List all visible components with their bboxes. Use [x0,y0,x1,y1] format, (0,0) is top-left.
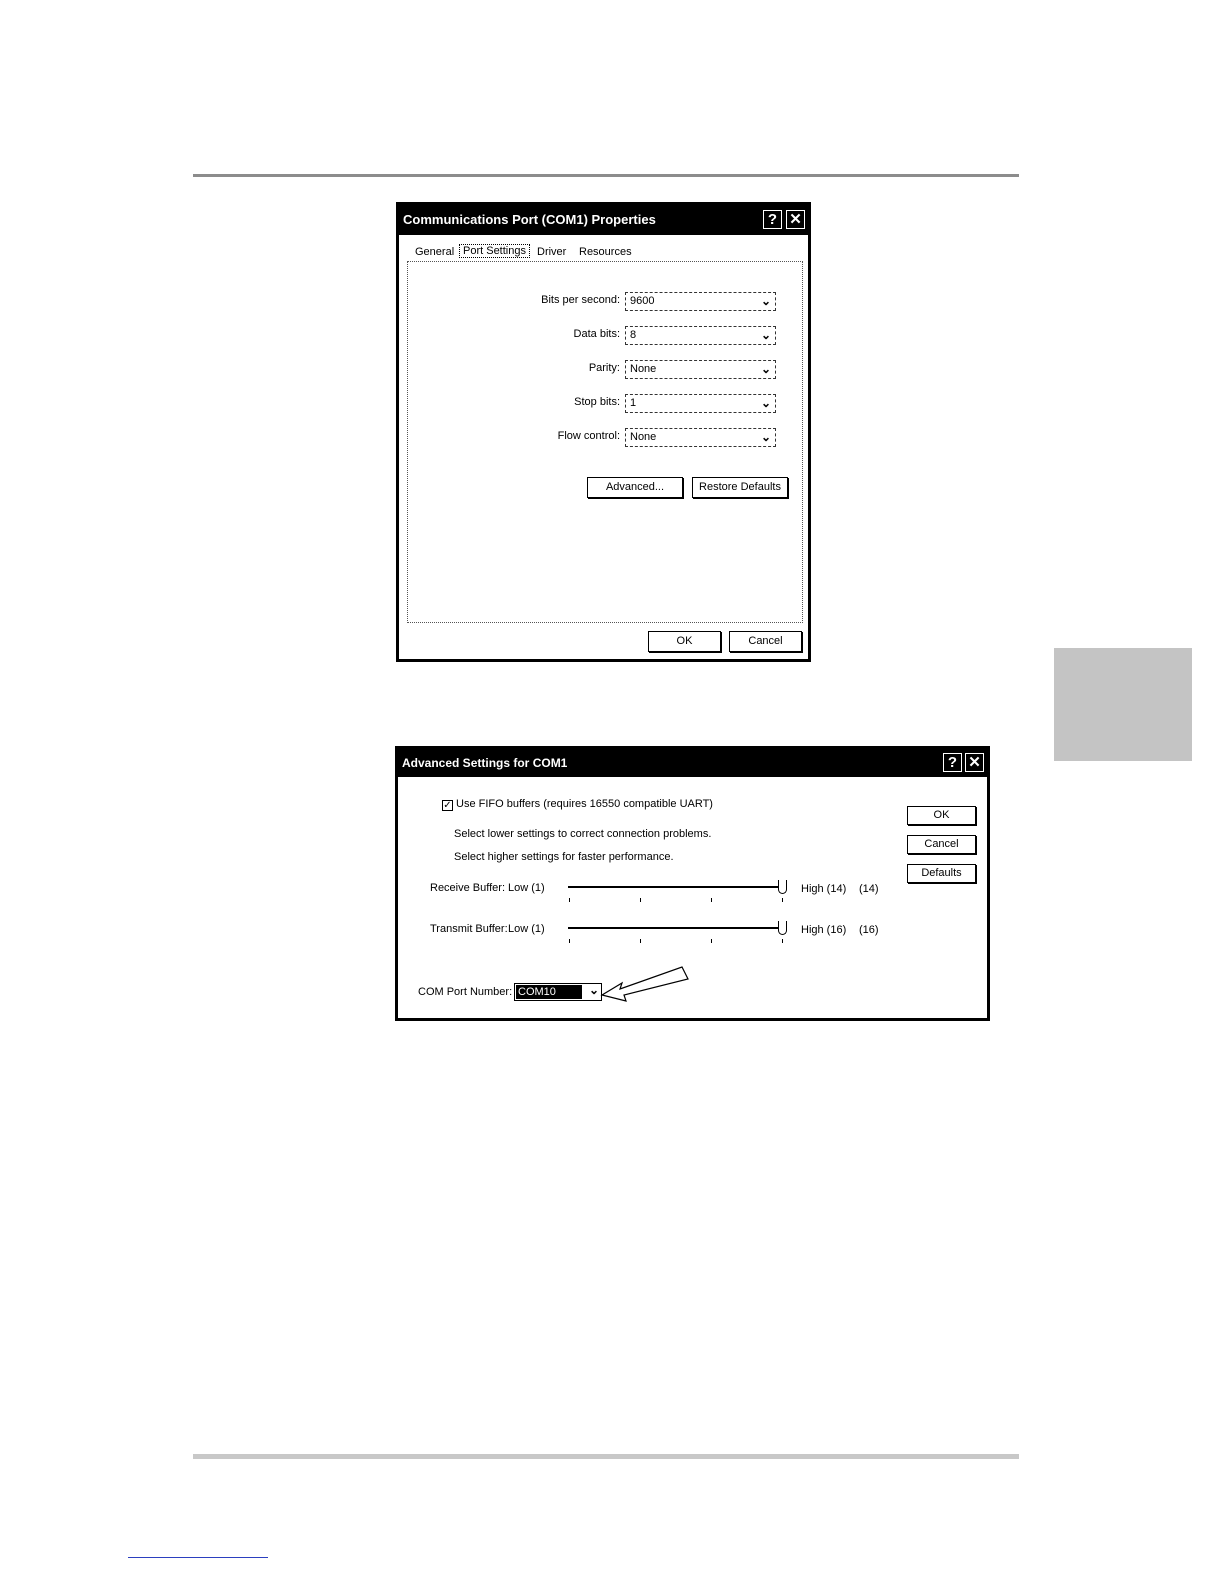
receive-high-label: High (14) [801,883,847,895]
receive-buffer-track[interactable] [568,886,783,888]
defaults-button[interactable]: Defaults [907,864,976,883]
receive-buffer-label: Receive Buffer: [430,882,506,894]
section-tab-marker [1054,648,1192,761]
flow-control-select[interactable] [625,428,776,447]
transmit-value: (16) [859,924,879,936]
tab-general[interactable]: General [415,246,455,258]
com-port-select[interactable] [514,983,602,1001]
transmit-high-label: High (16) [801,924,847,936]
cancel-button[interactable]: Cancel [907,835,976,854]
data-bits-value: 8 [630,329,637,341]
tick [640,898,641,902]
ok-button[interactable]: OK [648,631,721,652]
hint-higher-settings: Select higher settings for faster performance. [454,851,674,863]
transmit-buffer-thumb[interactable] [778,921,787,935]
tab-resources[interactable]: Resources [579,246,632,258]
tick [711,939,712,943]
fifo-checkbox[interactable]: ✓ [443,800,452,811]
com-port-value: COM10 [516,985,582,999]
header-rule [193,174,1019,177]
data-bits-select[interactable] [625,326,776,345]
fifo-label[interactable]: Use FIFO buffers (requires 16550 compatible UART) [456,798,713,810]
close-icon[interactable]: ✕ [965,753,984,772]
com-port-label: COM Port Number: [418,986,513,998]
flow-control-label: Flow control: [557,430,620,442]
restore-defaults-button[interactable]: Restore Defaults [692,477,788,498]
footer-link-underline[interactable] [128,1557,268,1558]
tick [782,939,783,943]
receive-value: (14) [859,883,879,895]
parity-select[interactable] [625,360,776,379]
advanced-button[interactable]: Advanced... [587,477,683,498]
parity-value: None [630,363,657,375]
parity-label: Parity: [588,362,620,374]
transmit-buffer-label: Transmit Buffer: [430,923,508,935]
transmit-buffer-track[interactable] [568,927,783,929]
chevron-down-icon[interactable]: ⌄ [588,983,599,997]
chevron-down-icon[interactable]: ⌄ [760,294,772,308]
bits-per-second-label: Bits per second: [541,294,620,306]
tick [782,898,783,902]
advanced-settings-dialog [395,746,990,1021]
footer-rule [193,1454,1019,1459]
stop-bits-select[interactable] [625,394,776,413]
dialog-title: Communications Port (COM1) Properties [403,212,656,227]
stop-bits-value: 1 [630,397,637,409]
flow-control-value: None [630,431,657,443]
transmit-low-label: Low (1) [508,923,545,935]
tick [569,898,570,902]
bits-per-second-value: 9600 [630,295,655,307]
tab-port-settings[interactable]: Port Settings [459,244,530,258]
dialog-title: Advanced Settings for COM1 [402,756,568,770]
chevron-down-icon[interactable]: ⌄ [760,396,772,410]
chevron-down-icon[interactable]: ⌄ [760,430,772,444]
bits-per-second-select[interactable] [625,292,776,311]
tick [711,898,712,902]
ok-button[interactable]: OK [907,806,976,825]
tick [640,939,641,943]
com1-properties-dialog [396,202,811,662]
help-icon[interactable]: ? [763,210,782,229]
receive-low-label: Low (1) [508,882,545,894]
dialog-titlebar [399,205,808,235]
receive-buffer-thumb[interactable] [778,880,787,894]
chevron-down-icon[interactable]: ⌄ [760,328,772,342]
close-icon[interactable]: ✕ [786,210,805,229]
stop-bits-label: Stop bits: [574,396,620,408]
hint-lower-settings: Select lower settings to correct connection problems. [454,828,712,840]
cancel-button[interactable]: Cancel [729,631,802,652]
tab-driver[interactable]: Driver [537,246,567,258]
chevron-down-icon[interactable]: ⌄ [760,362,772,376]
dialog-titlebar [398,749,987,777]
help-icon[interactable]: ? [943,753,962,772]
port-settings-panel [407,261,803,623]
data-bits-label: Data bits: [573,328,620,340]
pointer-arrow-icon [598,961,693,1006]
tick [569,939,570,943]
